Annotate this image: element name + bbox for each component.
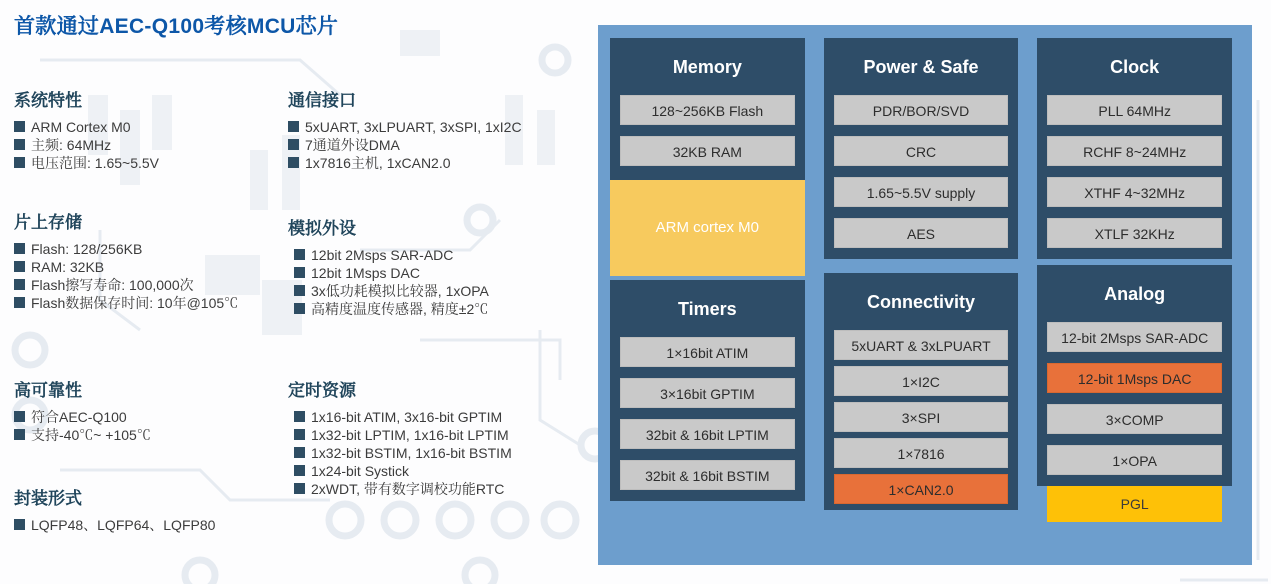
block-connectivity bbox=[824, 273, 1019, 510]
feature-text: ARM Cortex M0 bbox=[31, 119, 131, 135]
feature-text: 1x16-bit ATIM, 3x16-bit GPTIM bbox=[311, 409, 503, 425]
section-storage bbox=[14, 208, 304, 312]
bullet-square-icon bbox=[294, 447, 305, 458]
diagram-cell: 1.65~5.5V supply bbox=[834, 177, 1009, 207]
feature-item bbox=[294, 282, 578, 300]
section-heading: 定时资源 bbox=[288, 381, 356, 400]
feature-text: Flash数据保存时间: 10年@105℃ bbox=[31, 295, 239, 311]
diagram-cell-pgl: PGL bbox=[1047, 486, 1222, 522]
feature-item bbox=[14, 516, 304, 534]
diagram-cell: 1×OPA bbox=[1047, 445, 1222, 475]
feature-text: Flash: 128/256KB bbox=[31, 241, 143, 257]
bullet-square-icon bbox=[294, 249, 305, 260]
feature-text: 3x低功耗模拟比较器, 1xOPA bbox=[311, 283, 489, 299]
bullet-square-icon bbox=[14, 121, 25, 132]
feature-text: 1x32-bit LPTIM, 1x16-bit LPTIM bbox=[311, 427, 509, 443]
feature-list bbox=[14, 516, 304, 534]
diagram-cell-can: 1×CAN2.0 bbox=[834, 474, 1009, 504]
diagram-cell: 3×SPI bbox=[834, 402, 1009, 432]
diagram-cell: XTLF 32KHz bbox=[1047, 218, 1222, 248]
feature-text: Flash擦写寿命: 100,000次 bbox=[31, 277, 194, 293]
feature-text: 主频: 64MHz bbox=[31, 137, 112, 153]
section-heading: 系统特性 bbox=[14, 91, 82, 110]
feature-text: 1x7816主机, 1xCAN2.0 bbox=[305, 155, 451, 171]
section-heading: 封装形式 bbox=[14, 489, 82, 508]
section-timer-resources bbox=[288, 376, 578, 498]
diagram-cell: 128~256KB Flash bbox=[620, 95, 795, 125]
block-title: Clock bbox=[1110, 57, 1160, 77]
feature-item bbox=[294, 462, 578, 480]
feature-item bbox=[14, 276, 304, 294]
feature-item bbox=[14, 118, 304, 136]
feature-item bbox=[288, 154, 578, 172]
feature-text: RAM: 32KB bbox=[31, 259, 105, 275]
block-title: Connectivity bbox=[866, 292, 976, 312]
diagram-cell: 5xUART & 3xLPUART bbox=[834, 330, 1009, 360]
feature-item bbox=[294, 444, 578, 462]
bullet-square-icon bbox=[14, 297, 25, 308]
diagram-cell: 3×16bit GPTIM bbox=[620, 378, 795, 408]
section-reliability bbox=[14, 376, 304, 444]
block-title: Memory bbox=[672, 57, 742, 77]
feature-text: 12bit 1Msps DAC bbox=[311, 265, 420, 281]
feature-item bbox=[14, 426, 304, 444]
bullet-square-icon bbox=[288, 139, 299, 150]
feature-text: 12bit 2Msps SAR-ADC bbox=[311, 247, 454, 263]
feature-list bbox=[14, 240, 304, 312]
feature-item bbox=[14, 294, 304, 312]
bullet-square-icon bbox=[288, 121, 299, 132]
bullet-square-icon bbox=[14, 157, 25, 168]
bullet-square-icon bbox=[294, 267, 305, 278]
block-diagram-panel bbox=[598, 25, 1252, 565]
bullet-square-icon bbox=[294, 429, 305, 440]
diagram-cell: 12-bit 2Msps SAR-ADC bbox=[1047, 322, 1222, 352]
diagram-cell: 32bit & 16bit BSTIM bbox=[620, 460, 795, 490]
section-communication bbox=[288, 86, 578, 172]
diagram-cell: 3×COMP bbox=[1047, 404, 1222, 434]
feature-list bbox=[288, 408, 578, 498]
block-memory bbox=[610, 38, 805, 276]
feature-item bbox=[294, 426, 578, 444]
page-title: 首款通过AEC-Q100考核MCU芯片 bbox=[14, 15, 339, 38]
block-power-safe bbox=[824, 38, 1019, 259]
diagram-cell: CRC bbox=[834, 136, 1009, 166]
diagram-column-2 bbox=[824, 38, 1019, 565]
feature-text: 1x24-bit Systick bbox=[311, 463, 410, 479]
diagram-cell: 1×16bit ATIM bbox=[620, 337, 795, 367]
diagram-cell: AES bbox=[834, 218, 1009, 248]
feature-item bbox=[14, 136, 304, 154]
feature-item bbox=[294, 408, 578, 426]
diagram-cell: 1×I2C bbox=[834, 366, 1009, 396]
feature-item bbox=[288, 136, 578, 154]
feature-item bbox=[288, 118, 578, 136]
block-analog bbox=[1037, 265, 1232, 486]
block-timers bbox=[610, 280, 805, 501]
feature-item bbox=[294, 246, 578, 264]
section-heading: 模拟外设 bbox=[288, 219, 356, 238]
block-title: Power & Safe bbox=[863, 57, 979, 77]
block-title: Analog bbox=[1104, 284, 1166, 304]
diagram-column-3 bbox=[1037, 38, 1232, 565]
bullet-square-icon bbox=[294, 285, 305, 296]
diagram-cell-arm-core: ARM cortex M0 bbox=[610, 180, 805, 276]
feature-text: LQFP48、LQFP64、LQFP80 bbox=[31, 517, 216, 533]
feature-item bbox=[294, 264, 578, 282]
feature-text: 电压范围: 1.65~5.5V bbox=[31, 155, 160, 171]
bullet-square-icon bbox=[14, 519, 25, 530]
bullet-square-icon bbox=[14, 243, 25, 254]
block-clock bbox=[1037, 38, 1232, 259]
feature-item bbox=[294, 300, 578, 318]
section-package bbox=[14, 484, 304, 534]
bullet-square-icon bbox=[14, 279, 25, 290]
diagram-cell: PDR/BOR/SVD bbox=[834, 95, 1009, 125]
bullet-square-icon bbox=[14, 411, 25, 422]
feature-text: 高精度温度传感器, 精度±2℃ bbox=[311, 301, 489, 317]
section-analog-peripherals bbox=[288, 214, 578, 318]
bullet-square-icon bbox=[294, 411, 305, 422]
section-heading: 片上存储 bbox=[14, 213, 82, 232]
bullet-square-icon bbox=[294, 465, 305, 476]
section-heading: 高可靠性 bbox=[14, 381, 82, 400]
feature-list bbox=[14, 118, 304, 172]
feature-text: 符合AEC-Q100 bbox=[31, 409, 127, 425]
diagram-cell-dac: 12-bit 1Msps DAC bbox=[1047, 363, 1222, 393]
diagram-column-1 bbox=[610, 38, 805, 565]
feature-item bbox=[14, 408, 304, 426]
diagram-cell: XTHF 4~32MHz bbox=[1047, 177, 1222, 207]
bullet-square-icon bbox=[14, 139, 25, 150]
diagram-cell: RCHF 8~24MHz bbox=[1047, 136, 1222, 166]
feature-list bbox=[288, 118, 578, 172]
bullet-square-icon bbox=[14, 261, 25, 272]
feature-text: 1x32-bit BSTIM, 1x16-bit BSTIM bbox=[311, 445, 512, 461]
feature-item bbox=[294, 480, 578, 498]
section-system-features bbox=[14, 86, 304, 172]
feature-item bbox=[14, 258, 304, 276]
feature-list bbox=[14, 408, 304, 444]
feature-text: 7通道外设DMA bbox=[305, 137, 400, 153]
feature-text: 5xUART, 3xLPUART, 3xSPI, 1xI2C bbox=[305, 119, 522, 135]
feature-text: 支持-40℃~ +105℃ bbox=[31, 427, 151, 443]
feature-item bbox=[14, 154, 304, 172]
bullet-square-icon bbox=[294, 303, 305, 314]
diagram-cell: PLL 64MHz bbox=[1047, 95, 1222, 125]
diagram-cell: 1×7816 bbox=[834, 438, 1009, 468]
feature-list bbox=[288, 246, 578, 318]
feature-item bbox=[14, 240, 304, 258]
diagram-cell: 32bit & 16bit LPTIM bbox=[620, 419, 795, 449]
bullet-square-icon bbox=[288, 157, 299, 168]
diagram-cell: 32KB RAM bbox=[620, 136, 795, 166]
section-heading: 通信接口 bbox=[288, 91, 356, 110]
bullet-square-icon bbox=[14, 429, 25, 440]
feature-text: 2xWDT, 带有数字调校功能RTC bbox=[311, 481, 505, 497]
block-title: Timers bbox=[677, 299, 737, 319]
